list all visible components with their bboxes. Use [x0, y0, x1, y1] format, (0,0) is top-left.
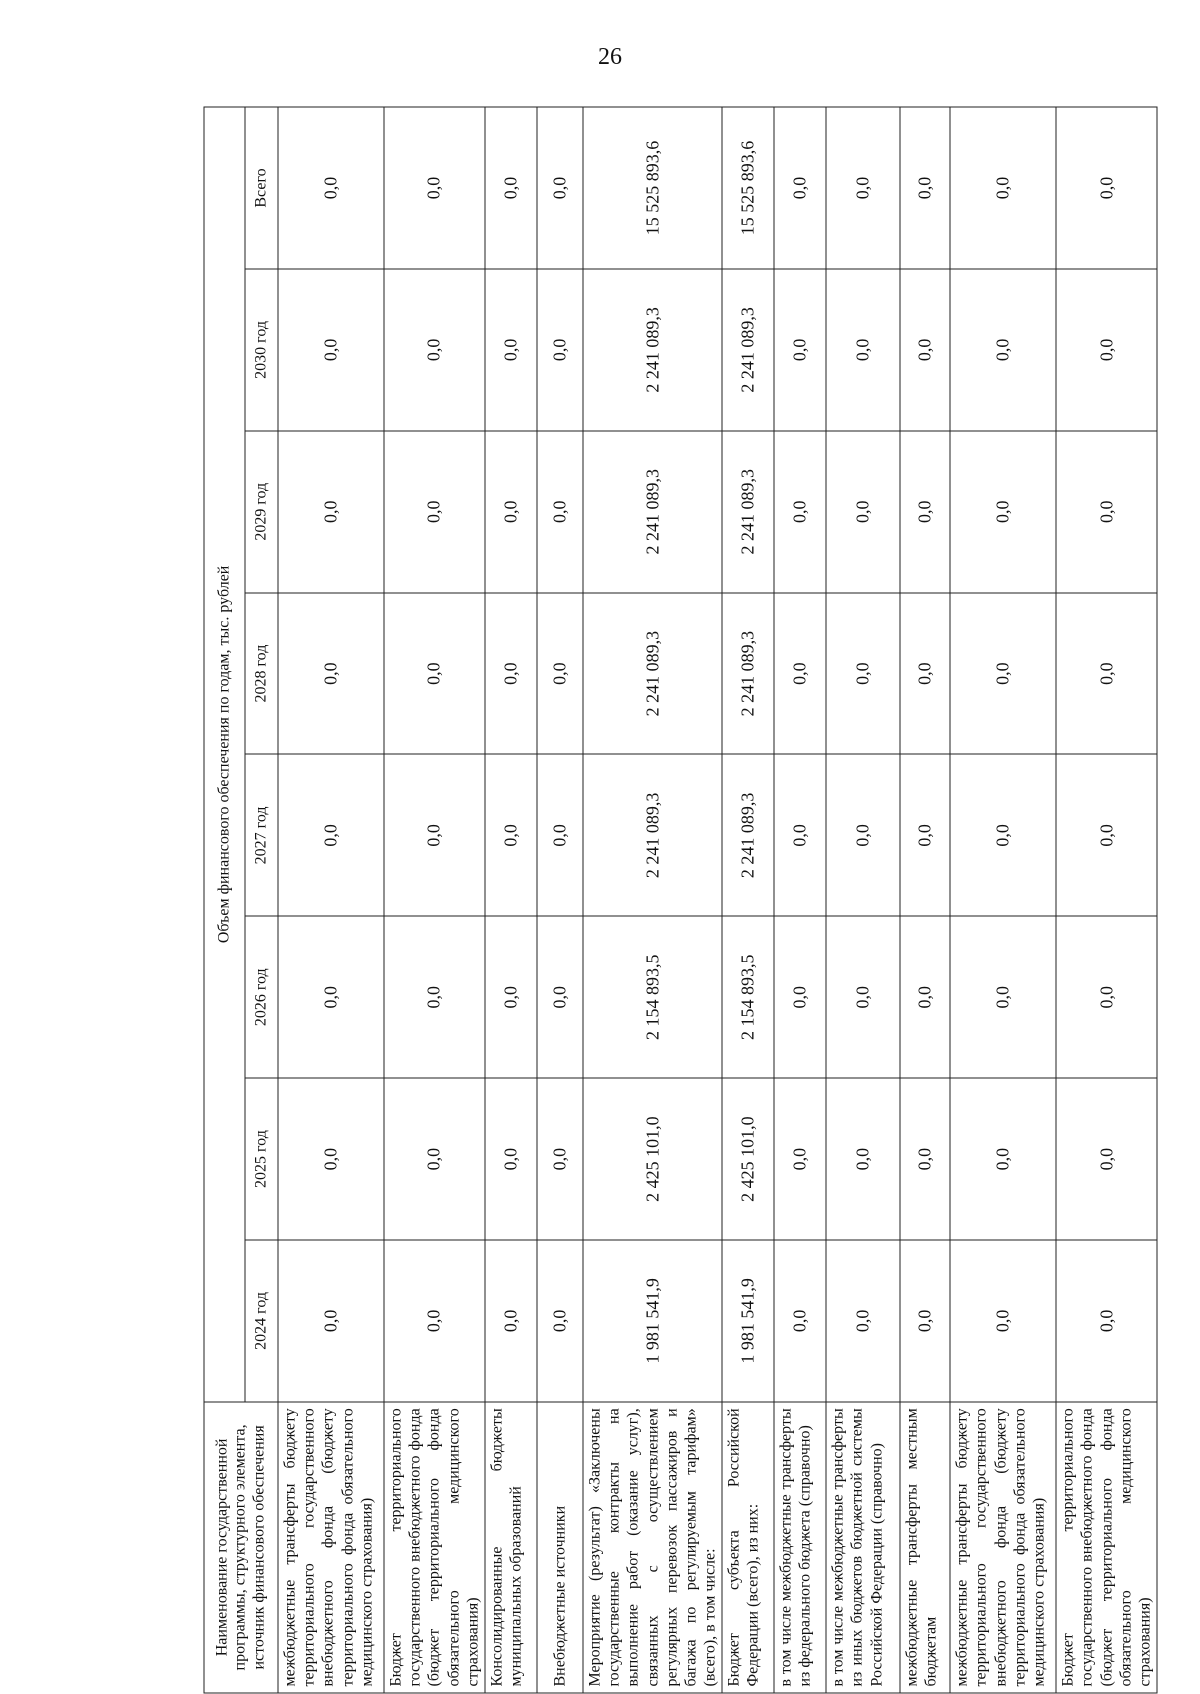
cell-value: 0,0: [485, 754, 537, 916]
cell-value: 0,0: [950, 1078, 1056, 1240]
cell-value: 0,0: [537, 107, 583, 269]
cell-value: 0,0: [1056, 916, 1157, 1078]
cell-value: 0,0: [826, 1078, 900, 1240]
cell-value: 0,0: [384, 1240, 485, 1402]
cell-value: 0,0: [278, 1078, 384, 1240]
table-row: [826, 107, 900, 1693]
cell-value: 0,0: [278, 754, 384, 916]
funding-table: [204, 107, 1158, 1694]
table-row: [278, 107, 384, 1693]
cell-value: 2 241 089,3: [583, 754, 722, 916]
cell-value: 0,0: [537, 754, 583, 916]
cell-value: 0,0: [950, 107, 1056, 269]
cell-value: 0,0: [900, 431, 950, 593]
cell-value: 0,0: [900, 269, 950, 431]
cell-value: 0,0: [950, 754, 1056, 916]
cell-value: 0,0: [900, 593, 950, 755]
page-number: 26: [598, 44, 622, 70]
row-label: межбюджетные трансферты местным бюджетам: [900, 1402, 950, 1693]
year-header: 2029 год: [245, 431, 278, 593]
cell-value: 0,0: [384, 916, 485, 1078]
table-row: [1056, 107, 1157, 1693]
cell-value: 2 241 089,3: [722, 593, 774, 755]
year-header: 2025 год: [245, 1078, 278, 1240]
cell-value: 2 425 101,0: [583, 1078, 722, 1240]
cell-value: 0,0: [485, 1078, 537, 1240]
cell-value: 0,0: [278, 431, 384, 593]
cell-value: 0,0: [826, 754, 900, 916]
cell-value: 2 154 893,5: [722, 916, 774, 1078]
table-row: [900, 107, 950, 1693]
cell-value: 0,0: [900, 916, 950, 1078]
cell-value: 0,0: [1056, 1078, 1157, 1240]
cell-value: 0,0: [278, 107, 384, 269]
cell-value: 2 241 089,3: [722, 269, 774, 431]
cell-value: 0,0: [950, 916, 1056, 1078]
cell-value: 0,0: [1056, 1240, 1157, 1402]
row-label: Бюджет территориального государственного внебюджетного фонда (бюджет территориального фонда обязательного медицинского страхования): [384, 1402, 485, 1693]
cell-value: 2 241 089,3: [583, 593, 722, 755]
name-column-header: Наименование государственной программы, структурного элемента, источник финансового обеспечения: [204, 1402, 278, 1693]
funding-table-rotated: [204, 107, 1154, 1694]
cell-value: 2 241 089,3: [722, 431, 774, 593]
cell-value: 0,0: [950, 593, 1056, 755]
cell-value: 0,0: [900, 107, 950, 269]
cell-value: 0,0: [774, 1240, 826, 1402]
year-header: 2028 год: [245, 593, 278, 755]
year-header: 2024 год: [245, 1240, 278, 1402]
table-row: [722, 107, 774, 1693]
row-label: Внебюджетные источники: [537, 1402, 583, 1693]
cell-value: 0,0: [278, 916, 384, 1078]
cell-value: 0,0: [774, 1078, 826, 1240]
row-label: Мероприятие (результат) «Заключены государственные контракты на выполнение работ (оказание услуг), связанных с осуществлением регулярных перевозок пассажиров и багажа по регулируемым тарифам» (всего), в том числе:: [583, 1402, 722, 1693]
cell-value: 0,0: [485, 916, 537, 1078]
cell-value: 0,0: [278, 1240, 384, 1402]
cell-value: 0,0: [774, 916, 826, 1078]
table-row: [583, 107, 722, 1693]
cell-value: 2 241 089,3: [583, 431, 722, 593]
row-label: Бюджет территориального государственного внебюджетного фонда (бюджет территориального фонда обязательного медицинского страхования): [1056, 1402, 1157, 1693]
cell-value: 2 241 089,3: [583, 269, 722, 431]
cell-value: 0,0: [537, 593, 583, 755]
table-row: [774, 107, 826, 1693]
cell-value: 0,0: [774, 269, 826, 431]
cell-value: 0,0: [485, 1240, 537, 1402]
table-row: [384, 107, 485, 1693]
year-header: 2027 год: [245, 754, 278, 916]
cell-value: 0,0: [537, 1240, 583, 1402]
cell-value: 0,0: [826, 107, 900, 269]
row-label: в том числе межбюджетные трансферты из федерального бюджета (справочно): [774, 1402, 826, 1693]
funding-group-header: Объем финансового обеспечения по годам, тыс. рублей: [204, 107, 245, 1402]
cell-value: 0,0: [485, 431, 537, 593]
cell-value: 0,0: [537, 431, 583, 593]
cell-value: 0,0: [384, 1078, 485, 1240]
cell-value: 0,0: [774, 754, 826, 916]
cell-value: 0,0: [826, 431, 900, 593]
cell-value: 0,0: [537, 1078, 583, 1240]
cell-value: 15 525 893,6: [583, 107, 722, 269]
cell-value: 15 525 893,6: [722, 107, 774, 269]
cell-value: 0,0: [1056, 269, 1157, 431]
cell-value: 0,0: [900, 1078, 950, 1240]
cell-value: 0,0: [1056, 107, 1157, 269]
cell-value: 0,0: [1056, 593, 1157, 755]
cell-value: 2 154 893,5: [583, 916, 722, 1078]
cell-value: 0,0: [1056, 431, 1157, 593]
cell-value: 0,0: [774, 431, 826, 593]
cell-value: 0,0: [774, 107, 826, 269]
cell-value: 0,0: [278, 269, 384, 431]
cell-value: 0,0: [900, 1240, 950, 1402]
cell-value: 0,0: [1056, 754, 1157, 916]
cell-value: 0,0: [900, 754, 950, 916]
row-label: межбюджетные трансферты бюджету территориального государственного внебюджетного фонда (бюджету территориального фонда обязательного медицинского страхования): [950, 1402, 1056, 1693]
year-header: 2030 год: [245, 269, 278, 431]
cell-value: 0,0: [950, 431, 1056, 593]
row-label: межбюджетные трансферты бюджету территориального государственного внебюджетного фонда (бюджету территориального фонда обязательного медицинского страхования): [278, 1402, 384, 1693]
cell-value: 0,0: [826, 916, 900, 1078]
table-row: [537, 107, 583, 1693]
cell-value: 0,0: [826, 593, 900, 755]
row-label: в том числе межбюджетные трансферты из иных бюджетов бюджетной системы Российской Федерации (справочно): [826, 1402, 900, 1693]
cell-value: 0,0: [384, 107, 485, 269]
cell-value: 0,0: [826, 269, 900, 431]
cell-value: 0,0: [774, 593, 826, 755]
cell-value: 2 425 101,0: [722, 1078, 774, 1240]
cell-value: 0,0: [384, 431, 485, 593]
cell-value: 0,0: [384, 593, 485, 755]
cell-value: 0,0: [950, 1240, 1056, 1402]
cell-value: 0,0: [485, 593, 537, 755]
cell-value: 0,0: [384, 269, 485, 431]
table-row: [950, 107, 1056, 1693]
year-header: 2026 год: [245, 916, 278, 1078]
row-label: Консолидированные бюджеты муниципальных образований: [485, 1402, 537, 1693]
cell-value: 0,0: [950, 269, 1056, 431]
row-label: Бюджет субъекта Российской Федерации (всего), из них:: [722, 1402, 774, 1693]
cell-value: 0,0: [485, 269, 537, 431]
cell-value: 0,0: [485, 107, 537, 269]
cell-value: 2 241 089,3: [722, 754, 774, 916]
cell-value: 0,0: [537, 916, 583, 1078]
cell-value: 0,0: [278, 593, 384, 755]
total-header: Всего: [245, 107, 278, 269]
table-row: [485, 107, 537, 1693]
cell-value: 0,0: [384, 754, 485, 916]
cell-value: 1 981 541,9: [722, 1240, 774, 1402]
cell-value: 0,0: [537, 269, 583, 431]
cell-value: 1 981 541,9: [583, 1240, 722, 1402]
cell-value: 0,0: [826, 1240, 900, 1402]
